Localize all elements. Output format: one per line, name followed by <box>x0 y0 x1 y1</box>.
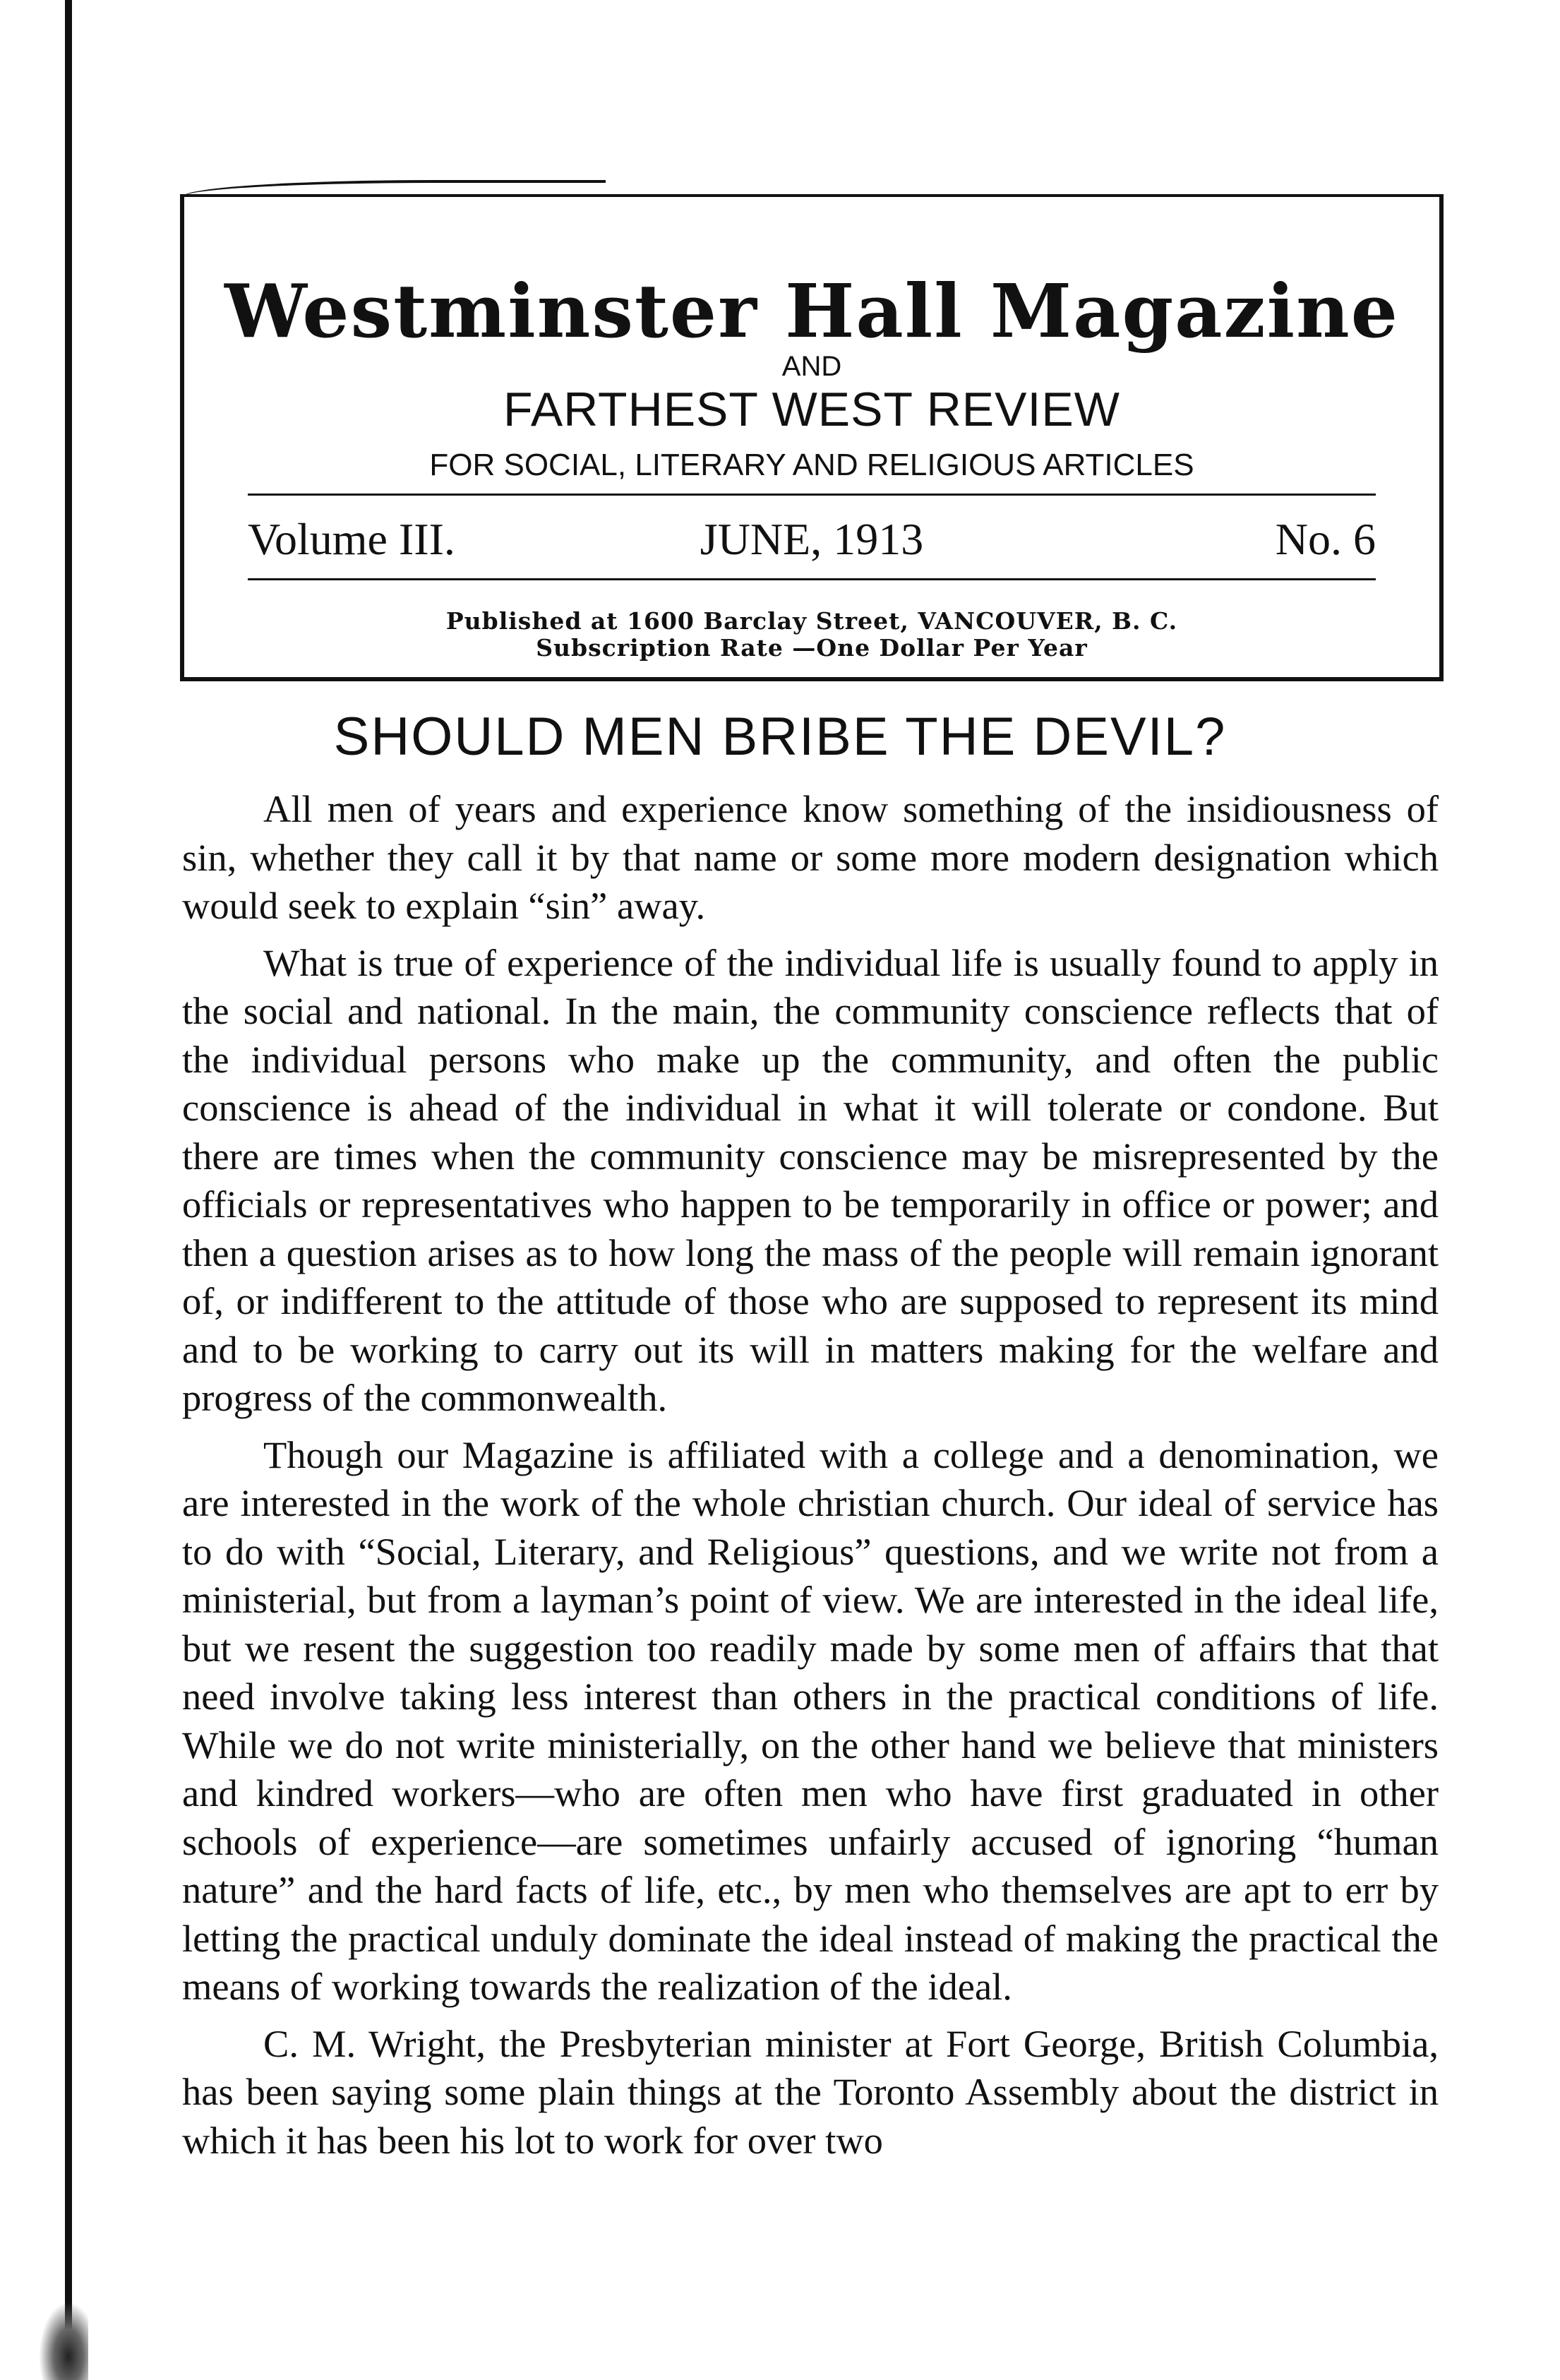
paragraph-3: Though our Magazine is affiliated with a college and a denomination, we are interested in the work of the whole christian church. Our ideal of service has to do with “Social, Literary, and Religious” questions, and we write not from a ministerial, but from a layman’s point of view. We are interested in the ideal life, but we resent the suggestion too readily made by some men of affairs that that need involve taking less interest than others in the practical conditions of life. While we do not write ministerially, on the other hand we believe that ministers and kindred workers—who are often men who have first graduated in other schools of experience—are sometimes unfairly accused of ignoring “human nature” and the hard facts of life, etc., by men who themselves are apt to err by letting the practical unduly dominate the ideal instead of making the practical the means of working towards the realization of the ideal. <box>182 1433 1439 2008</box>
volume-label: Volume III. <box>248 514 455 564</box>
binding-edge <box>65 0 72 2380</box>
article-body <box>182 785 1439 2165</box>
article-title: SHOULD MEN BRIBE THE DEVIL? <box>333 707 1227 767</box>
masthead-box <box>180 194 1444 681</box>
publisher-address: Published at 1600 Barclay Street, VANCOUVER, B. C. <box>445 607 1178 635</box>
issue-number: No. 6 <box>1275 514 1376 564</box>
magazine-title: Westminster Hall Magazine <box>224 268 1399 354</box>
magazine-subtitle: FARTHEST WEST REVIEW <box>503 383 1120 436</box>
paragraph-4: C. M. Wright, the Presbyterian minister at Fort George, British Columbia, has been saying some plain things at the Toronto Assembly about the district in which it has been his lot to work for over two <box>182 2021 1439 2162</box>
paragraph-1: All men of years and experience know something of the insidiousness of sin, whether they call it by that name or some more modern designation which would seek to explain “sin” away. <box>182 787 1439 927</box>
masthead-rule-bottom <box>248 578 1376 580</box>
magazine-tagline: FOR SOCIAL, LITERARY AND RELIGIOUS ARTICLES <box>429 448 1194 482</box>
subscription-rate: Subscription Rate —One Dollar Per Year <box>536 634 1088 662</box>
ink-smudge <box>39 2302 88 2380</box>
masthead-and: AND <box>781 351 842 382</box>
issue-date: JUNE, 1913 <box>700 514 924 564</box>
masthead-rule-top <box>248 494 1376 496</box>
publication-info <box>184 608 1439 662</box>
paragraph-2: What is true of experience of the individual life is usually found to apply in the social and national. In the main, the community conscience reflects that of the individual persons who make up the community, and often the public conscience is ahead of the individual in what it will tolerate or condone. But there are times when the community conscience may be misrepresented by the officials or representatives who happen to be temporarily in office or power; and then a question arises as to how long the mass of the people will remain ignorant of, or indifferent to the attitude of those who are supposed to represent its mind and to be working to carry out its will in matters making for the welfare and progress of the commonwealth. <box>182 940 1439 1419</box>
